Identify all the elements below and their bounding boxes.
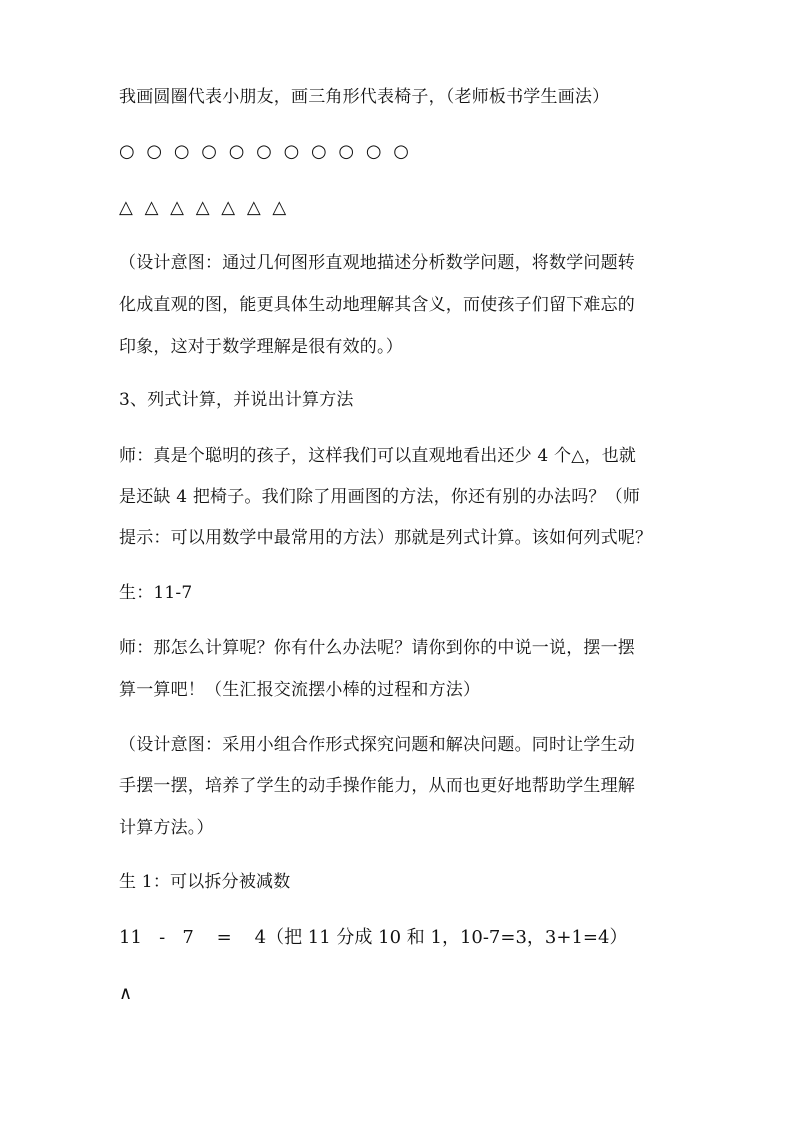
split-caret-mark: ∧: [119, 983, 133, 1004]
design-intent-1-line-3: 印象，这对于数学理解是很有效的。）: [119, 337, 403, 357]
teacher-remark-1-line-3: 提示：可以用数学中最常用的方法）那就是列式计算。该如何列式呢？: [119, 528, 653, 548]
triangles-row: △ △ △ △ △ △ △: [119, 197, 290, 218]
teacher-remark-2-line-1: 师：那怎么计算呢？你有什么办法呢？请你到你的中说一说，摆一摆: [119, 638, 635, 658]
design-intent-1-line-1: （设计意图：通过几何图形直观地描述分析数学问题，将数学问题转: [119, 253, 635, 273]
student-answer-1: 生：11-7: [119, 583, 193, 603]
design-intent-1-line-2: 化成直观的图，能更具体生动地理解其含义，而使孩子们留下难忘的: [119, 295, 635, 315]
paragraph-drawing-method: 我画圆圈代表小朋友，画三角形代表椅子，（老师板书学生画法）: [119, 87, 610, 107]
design-intent-2-line-3: 计算方法。）: [119, 818, 214, 838]
student-answer-2: 生 1：可以拆分被减数: [119, 872, 291, 892]
design-intent-2-line-1: （设计意图：采用小组合作形式探究问题和解决问题。同时让学生动: [119, 735, 635, 755]
step-3-heading: 3、列式计算，并说出计算方法: [119, 390, 354, 410]
teacher-remark-1-line-1: 师：真是个聪明的孩子，这样我们可以直观地看出还少 4 个△，也就: [119, 446, 637, 466]
teacher-remark-1-line-2: 是还缺 4 把椅子。我们除了用画图的方法，你还有别的办法吗？（师: [119, 487, 641, 507]
teacher-remark-2-line-2: 算一算吧！（生汇报交流摆小棒的过程和方法）: [119, 680, 481, 700]
circles-row: ○ ○ ○ ○ ○ ○ ○ ○ ○ ○ ○: [119, 141, 412, 162]
design-intent-2-line-2: 手摆一摆，培养了学生的动手操作能力，从而也更好地帮助学生理解: [119, 776, 635, 796]
subtraction-formula: 11 - 7 = 4（把 11 分成 10 和 1，10-7=3，3+1=4）: [119, 927, 628, 948]
